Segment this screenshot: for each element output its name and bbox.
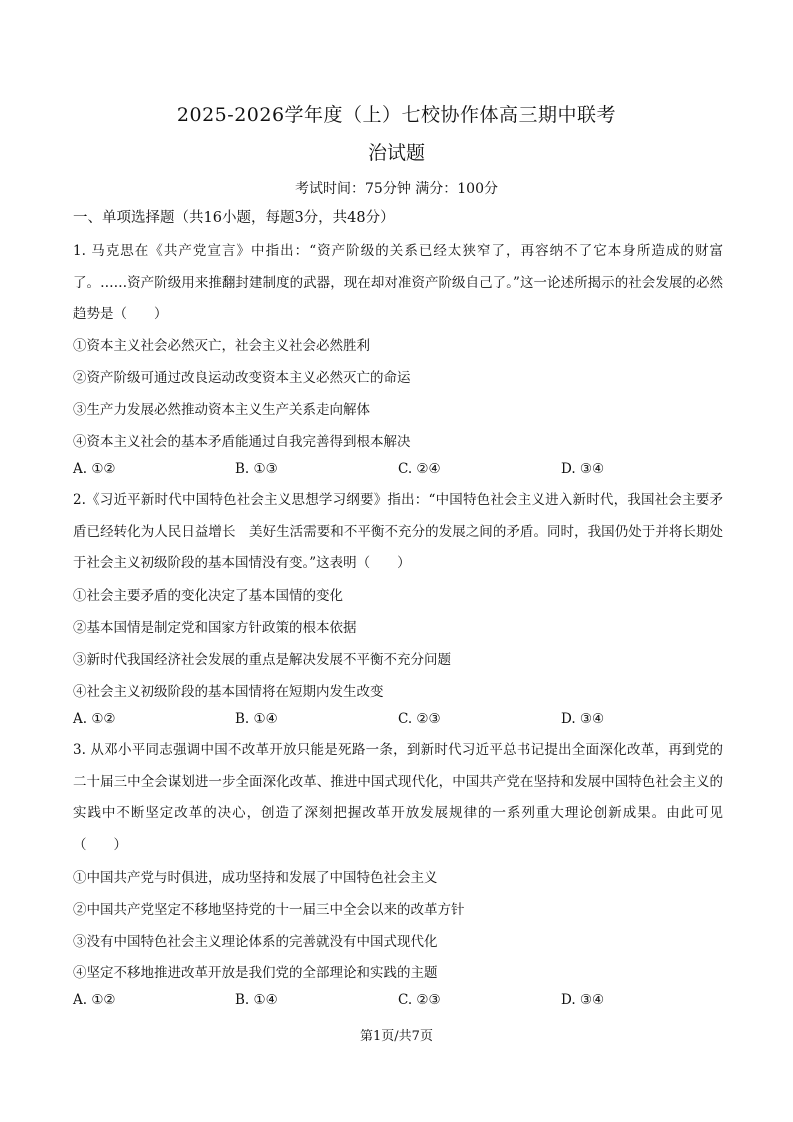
question-1-option-3: ③生产力发展必然推动资本主义生产关系走向解体 [73, 402, 370, 418]
question-3-choices [73, 992, 723, 1012]
question-1-option-1: ①资本主义社会必然灭亡，社会主义社会必然胜利 [73, 338, 370, 354]
question-2-option-3: ③新时代我国经济社会发展的重点是解决发展不平衡不充分问题 [73, 652, 451, 668]
page-number: 第1页/共7页 [360, 1029, 433, 1044]
question-2-option-1: ①社会主要矛盾的变化决定了基本国情的变化 [73, 588, 343, 604]
exam-subject-title: 治试题 [367, 142, 425, 164]
question-3-option-3: ③没有中国特色社会主义理论体系的完善就没有中国式现代化 [73, 934, 438, 950]
question-2-stem [73, 485, 723, 580]
choice-b: B. ①④ [235, 992, 278, 1008]
exam-meta: 考试时间：75分钟 满分：100分 [295, 181, 498, 197]
question-3-option-4: ④坚定不移地推进改革开放是我们党的全部理论和实践的主题 [73, 965, 438, 981]
exam-title: 2025-2026学年度（上）七校协作体高三期中联考 [176, 104, 617, 126]
question-2-option-2: ②基本国情是制定党和国家方针政策的根本依据 [73, 620, 357, 636]
choice-d: D. ③④ [561, 461, 605, 477]
question-stem-text: 3. 从邓小平同志强调中国不改革开放只能是死路一条，到新时代习近平总书记提出全面深化改革，再到党的二十届三中全会谋划进一步全面深化改革、推进中国式现代化，中国共产党在坚持和发展中国特色社会主义的实践中不断坚定改革的决心，创造了深刻把握改革开放发展规律的一系列重大理论创新成果。由此可见（ ） [73, 742, 723, 853]
choice-c: C. ②③ [398, 992, 441, 1008]
choice-b: B. ①④ [235, 711, 278, 727]
choice-c: C. ②③ [398, 711, 441, 727]
choice-a: A. ①② [73, 992, 116, 1008]
question-1-stem [73, 236, 723, 331]
question-3-stem [73, 735, 723, 861]
choice-c: C. ②④ [398, 461, 441, 477]
question-1-choices [73, 461, 723, 481]
question-1-option-2: ②资产阶级可通过改良运动改变资本主义必然灭亡的命运 [73, 370, 411, 386]
choice-b: B. ①③ [235, 461, 278, 477]
choice-d: D. ③④ [561, 992, 605, 1008]
question-2-option-4: ④社会主义初级阶段的基本国情将在短期内发生改变 [73, 684, 384, 700]
question-stem-text: 2.《习近平新时代中国特色社会主义思想学习纲要》指出：“中国特色社会主义进入新时代，我国社会主要矛盾已经转化为人民日益增长 美好生活需要和不平衡不充分的发展之间的矛盾。同时，我国仍处于并将长期处于社会主义初级阶段的基本国情没有变。”这表明（ ） [73, 492, 723, 571]
question-1-option-4: ④资本主义社会的基本矛盾能通过自我完善得到根本解决 [73, 434, 411, 450]
question-2-choices [73, 711, 723, 731]
question-stem-text: 1. 马克思在《共产党宣言》中指出：“资产阶级的关系已经太狭窄了，再容纳不了它本身所造成的财富了。……资产阶级用来推翻封建制度的武器，现在却对准资产阶级自己了。”这一论述所揭示的社会发展的必然趋势是（ ） [73, 243, 723, 322]
question-3-option-2: ②中国共产党坚定不移地坚持党的十一届三中全会以来的改革方针 [73, 902, 465, 918]
choice-a: A. ①② [73, 461, 116, 477]
choice-a: A. ①② [73, 711, 116, 727]
section-heading: 一、单项选择题（共16小题，每题3分，共48分） [73, 210, 395, 226]
choice-d: D. ③④ [561, 711, 605, 727]
question-3-option-1: ①中国共产党与时俱进，成功坚持和发展了中国特色社会主义 [73, 870, 438, 886]
